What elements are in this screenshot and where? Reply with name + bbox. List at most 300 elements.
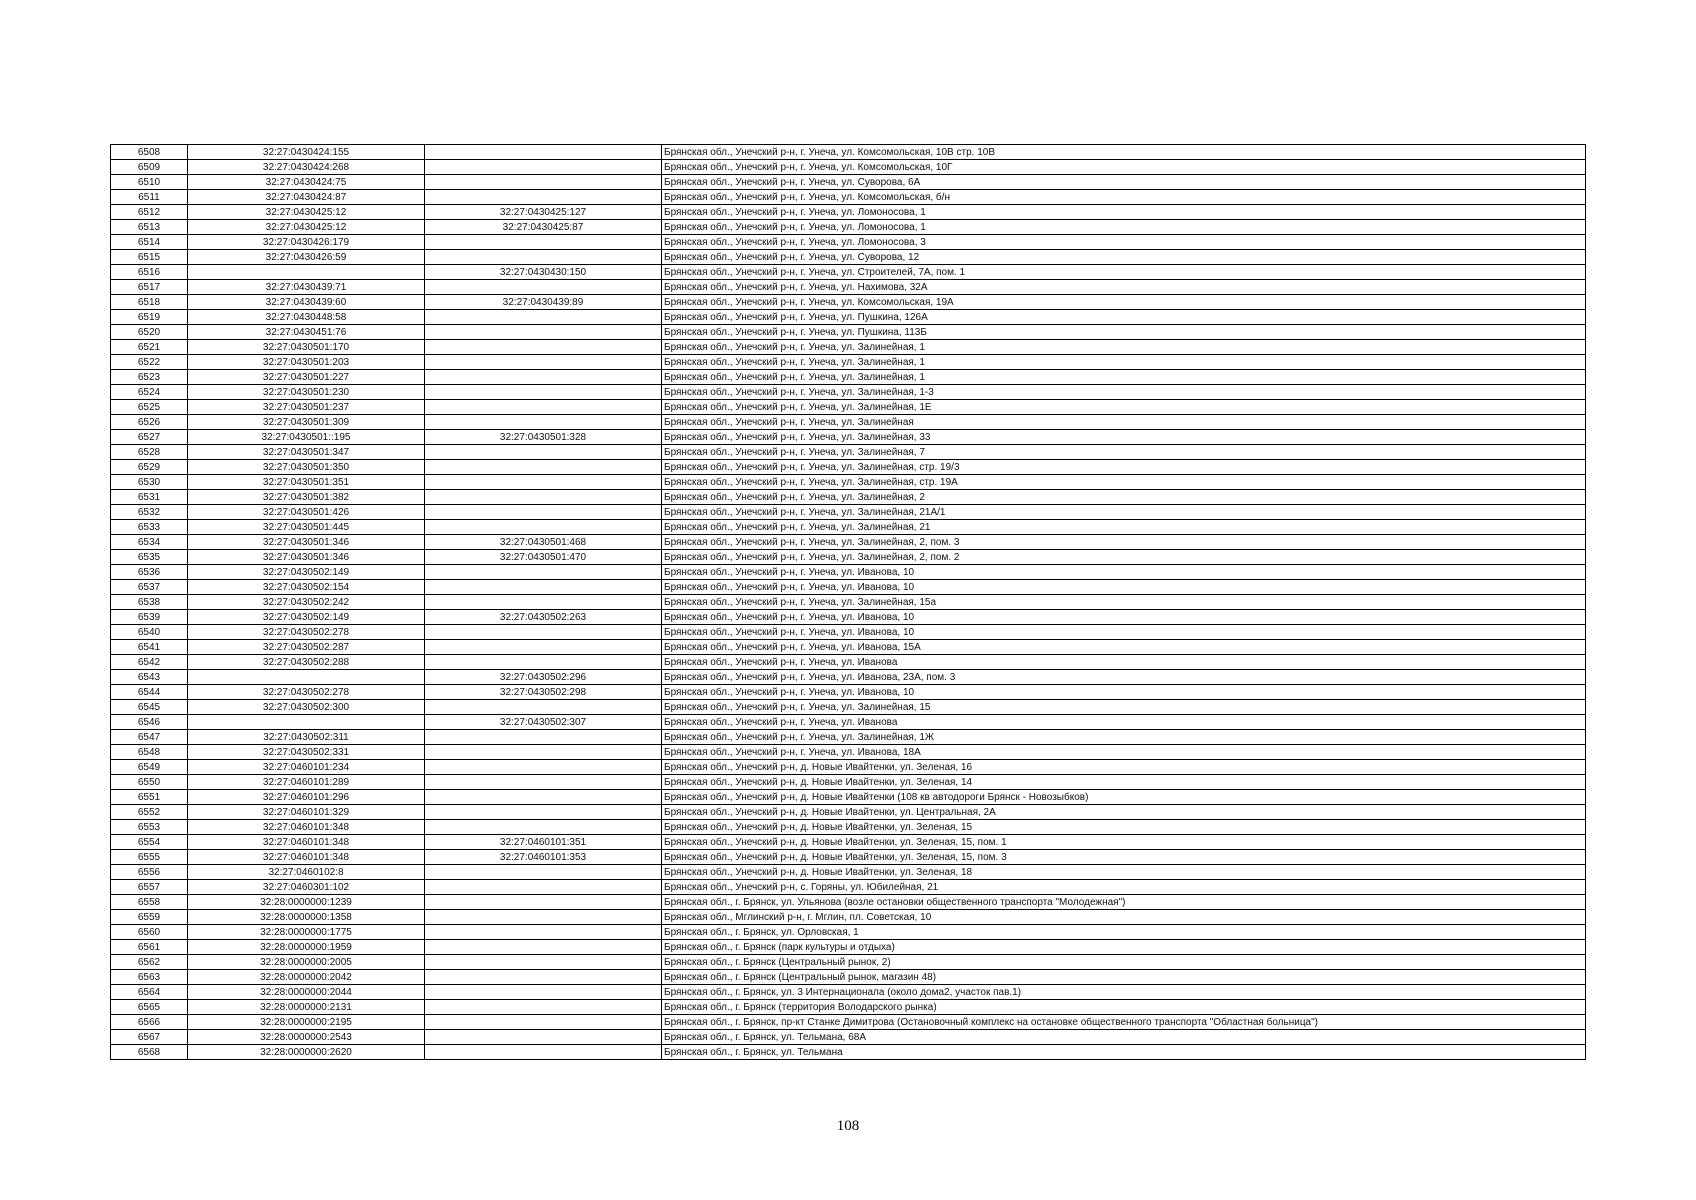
table-row	[111, 505, 1586, 520]
table-row	[111, 820, 1586, 835]
table-row	[111, 175, 1586, 190]
row-number-cell: 6542	[111, 655, 188, 670]
address-cell: Брянская обл., г. Брянск (Центральный рынок, 2)	[662, 955, 1586, 970]
table-row	[111, 595, 1586, 610]
secondary-cadastral-number-cell	[425, 1015, 662, 1030]
secondary-cadastral-number-cell	[425, 445, 662, 460]
cadastral-number-cell: 32:27:0430501:445	[188, 520, 425, 535]
cadastral-number-cell: 32:27:0430501:346	[188, 550, 425, 565]
secondary-cadastral-number-cell	[425, 865, 662, 880]
row-number-cell: 6526	[111, 415, 188, 430]
address-cell: Брянская обл., г. Брянск (территория Володарского рынка)	[662, 1000, 1586, 1015]
address-cell: Брянская обл., Унечский р-н, г. Унеча, ул. Залинейная, 2, пом. 2	[662, 550, 1586, 565]
secondary-cadastral-number-cell	[425, 280, 662, 295]
address-cell: Брянская обл., г. Брянск, пр-кт Станке Димитрова (Остановочный комплекс на остановке общественного транспорта "Областная больница")	[662, 1015, 1586, 1030]
cadastral-number-cell: 32:27:0430448:58	[188, 310, 425, 325]
table-row	[111, 1015, 1586, 1030]
address-cell: Брянская обл., Унечский р-н, г. Унеча, ул. Иванова	[662, 655, 1586, 670]
row-number-cell: 6509	[111, 160, 188, 175]
row-number-cell: 6520	[111, 325, 188, 340]
row-number-cell: 6533	[111, 520, 188, 535]
cadastral-number-cell: 32:27:0430439:60	[188, 295, 425, 310]
address-cell: Брянская обл., Унечский р-н, г. Унеча, ул. Иванова, 10	[662, 610, 1586, 625]
address-cell: Брянская обл., Мглинский р-н, г. Мглин, пл. Советская, 10	[662, 910, 1586, 925]
row-number-cell: 6568	[111, 1045, 188, 1060]
address-cell: Брянская обл., Унечский р-н, г. Унеча, ул. Нахимова, 32А	[662, 280, 1586, 295]
row-number-cell: 6544	[111, 685, 188, 700]
address-cell: Брянская обл., Унечский р-н, г. Унеча, ул. Залинейная, 21	[662, 520, 1586, 535]
address-cell: Брянская обл., Унечский р-н, г. Унеча, ул. Залинейная, стр. 19/3	[662, 460, 1586, 475]
secondary-cadastral-number-cell	[425, 235, 662, 250]
secondary-cadastral-number-cell	[425, 985, 662, 1000]
row-number-cell: 6522	[111, 355, 188, 370]
row-number-cell: 6562	[111, 955, 188, 970]
cadastral-number-cell: 32:27:0430502:278	[188, 625, 425, 640]
secondary-cadastral-number-cell: 32:27:0460101:351	[425, 835, 662, 850]
address-cell: Брянская обл., г. Брянск, ул. Тельмана	[662, 1045, 1586, 1060]
cadastral-number-cell: 32:28:0000000:2620	[188, 1045, 425, 1060]
address-cell: Брянская обл., Унечский р-н, с. Горяны, ул. Юбилейная, 21	[662, 880, 1586, 895]
address-cell: Брянская обл., Унечский р-н, г. Унеча, ул. Залинейная, 15	[662, 700, 1586, 715]
address-cell: Брянская обл., Унечский р-н, г. Унеча, ул. Комсомольская, б/н	[662, 190, 1586, 205]
cadastral-number-cell: 32:28:0000000:2005	[188, 955, 425, 970]
address-cell: Брянская обл., Унечский р-н, д. Новые Ивайтенки, ул. Зеленая, 16	[662, 760, 1586, 775]
cadastral-number-cell: 32:27:0460102:8	[188, 865, 425, 880]
secondary-cadastral-number-cell	[425, 625, 662, 640]
secondary-cadastral-number-cell	[425, 925, 662, 940]
cadastral-number-cell: 32:27:0430424:268	[188, 160, 425, 175]
table-row	[111, 670, 1586, 685]
row-number-cell: 6528	[111, 445, 188, 460]
address-cell: Брянская обл., г. Брянск, ул. Орловская, 1	[662, 925, 1586, 940]
secondary-cadastral-number-cell: 32:27:0430501:328	[425, 430, 662, 445]
row-number-cell: 6525	[111, 400, 188, 415]
table-row	[111, 850, 1586, 865]
cadastral-number-cell: 32:27:0460101:329	[188, 805, 425, 820]
cadastral-number-cell: 32:27:0460301:102	[188, 880, 425, 895]
secondary-cadastral-number-cell	[425, 250, 662, 265]
cadastral-number-cell: 32:27:0430501::195	[188, 430, 425, 445]
cadastral-number-cell: 32:27:0460101:289	[188, 775, 425, 790]
address-cell: Брянская обл., г. Брянск (парк культуры и отдыха)	[662, 940, 1586, 955]
secondary-cadastral-number-cell: 32:27:0430439:89	[425, 295, 662, 310]
cadastral-number-cell	[188, 715, 425, 730]
secondary-cadastral-number-cell	[425, 175, 662, 190]
table-row	[111, 430, 1586, 445]
cadastral-number-cell: 32:27:0430501:382	[188, 490, 425, 505]
secondary-cadastral-number-cell	[425, 415, 662, 430]
table-row	[111, 865, 1586, 880]
cadastral-number-cell: 32:28:0000000:1959	[188, 940, 425, 955]
table-row	[111, 550, 1586, 565]
secondary-cadastral-number-cell: 32:27:0460101:353	[425, 850, 662, 865]
address-cell: Брянская обл., Унечский р-н, г. Унеча, ул. Залинейная, 1	[662, 355, 1586, 370]
table-row	[111, 250, 1586, 265]
address-cell: Брянская обл., Унечский р-н, г. Унеча, ул. Суворова, 6А	[662, 175, 1586, 190]
secondary-cadastral-number-cell	[425, 385, 662, 400]
row-number-cell: 6560	[111, 925, 188, 940]
cadastral-number-cell: 32:27:0430502:287	[188, 640, 425, 655]
cadastral-number-cell	[188, 670, 425, 685]
page-number: 108	[836, 1118, 860, 1134]
row-number-cell: 6536	[111, 565, 188, 580]
row-number-cell: 6559	[111, 910, 188, 925]
address-cell: Брянская обл., Унечский р-н, г. Унеча, ул. Залинейная, 1-3	[662, 385, 1586, 400]
secondary-cadastral-number-cell: 32:27:0430502:307	[425, 715, 662, 730]
table-row	[111, 190, 1586, 205]
address-cell: Брянская обл., г. Брянск (Центральный рынок, магазин 48)	[662, 970, 1586, 985]
secondary-cadastral-number-cell	[425, 190, 662, 205]
table-row	[111, 655, 1586, 670]
cadastral-number-cell: 32:27:0430425:12	[188, 205, 425, 220]
cadastral-number-cell	[188, 265, 425, 280]
row-number-cell: 6521	[111, 340, 188, 355]
row-number-cell: 6541	[111, 640, 188, 655]
address-cell: Брянская обл., Унечский р-н, г. Унеча, ул. Залинейная, 15а	[662, 595, 1586, 610]
row-number-cell: 6554	[111, 835, 188, 850]
secondary-cadastral-number-cell	[425, 655, 662, 670]
cadastral-number-cell: 32:28:0000000:2195	[188, 1015, 425, 1030]
address-cell: Брянская обл., Унечский р-н, г. Унеча, ул. Пушкина, 126А	[662, 310, 1586, 325]
secondary-cadastral-number-cell	[425, 310, 662, 325]
table-row	[111, 415, 1586, 430]
table-row	[111, 790, 1586, 805]
row-number-cell: 6523	[111, 370, 188, 385]
secondary-cadastral-number-cell: 32:27:0430425:87	[425, 220, 662, 235]
table-row	[111, 325, 1586, 340]
table-row	[111, 580, 1586, 595]
cadastral-number-cell: 32:28:0000000:2042	[188, 970, 425, 985]
address-cell: Брянская обл., Унечский р-н, д. Новые Ивайтенки, ул. Зеленая, 18	[662, 865, 1586, 880]
table-row	[111, 880, 1586, 895]
address-cell: Брянская обл., Унечский р-н, г. Унеча, ул. Иванова, 15А	[662, 640, 1586, 655]
table-row	[111, 400, 1586, 415]
secondary-cadastral-number-cell: 32:27:0430425:127	[425, 205, 662, 220]
secondary-cadastral-number-cell	[425, 520, 662, 535]
row-number-cell: 6547	[111, 730, 188, 745]
address-cell: Брянская обл., Унечский р-н, д. Новые Ивайтенки, ул. Зеленая, 15, пом. 1	[662, 835, 1586, 850]
row-number-cell: 6513	[111, 220, 188, 235]
cadastral-number-cell: 32:27:0460101:296	[188, 790, 425, 805]
secondary-cadastral-number-cell	[425, 820, 662, 835]
table-row	[111, 445, 1586, 460]
cadastral-number-cell: 32:27:0430501:237	[188, 400, 425, 415]
row-number-cell: 6511	[111, 190, 188, 205]
row-number-cell: 6508	[111, 145, 188, 160]
row-number-cell: 6543	[111, 670, 188, 685]
cadastral-number-cell: 32:27:0430501:347	[188, 445, 425, 460]
cadastral-number-cell: 32:28:0000000:2543	[188, 1030, 425, 1045]
secondary-cadastral-number-cell	[425, 760, 662, 775]
cadastral-number-cell: 32:27:0460101:348	[188, 835, 425, 850]
cadastral-number-cell: 32:27:0430501:230	[188, 385, 425, 400]
cadastral-number-cell: 32:28:0000000:1358	[188, 910, 425, 925]
row-number-cell: 6546	[111, 715, 188, 730]
secondary-cadastral-number-cell: 32:27:0430502:263	[425, 610, 662, 625]
secondary-cadastral-number-cell	[425, 145, 662, 160]
registry-table	[110, 144, 1586, 1060]
table-row	[111, 1030, 1586, 1045]
cadastral-number-cell: 32:27:0430501:350	[188, 460, 425, 475]
row-number-cell: 6529	[111, 460, 188, 475]
address-cell: Брянская обл., Унечский р-н, д. Новые Ивайтенки, ул. Центральная, 2А	[662, 805, 1586, 820]
secondary-cadastral-number-cell	[425, 790, 662, 805]
cadastral-number-cell: 32:27:0430501:203	[188, 355, 425, 370]
row-number-cell: 6553	[111, 820, 188, 835]
secondary-cadastral-number-cell	[425, 160, 662, 175]
secondary-cadastral-number-cell: 32:27:0430501:470	[425, 550, 662, 565]
row-number-cell: 6567	[111, 1030, 188, 1045]
address-cell: Брянская обл., Унечский р-н, г. Унеча, ул. Залинейная, 33	[662, 430, 1586, 445]
row-number-cell: 6548	[111, 745, 188, 760]
secondary-cadastral-number-cell	[425, 580, 662, 595]
row-number-cell: 6515	[111, 250, 188, 265]
address-cell: Брянская обл., Унечский р-н, г. Унеча, ул. Комсомольская, 19А	[662, 295, 1586, 310]
table-row	[111, 370, 1586, 385]
row-number-cell: 6537	[111, 580, 188, 595]
row-number-cell: 6510	[111, 175, 188, 190]
table-row	[111, 205, 1586, 220]
address-cell: Брянская обл., Унечский р-н, д. Новые Ивайтенки, ул. Зеленая, 15, пом. 3	[662, 850, 1586, 865]
cadastral-number-cell: 32:27:0430426:59	[188, 250, 425, 265]
address-cell: Брянская обл., Унечский р-н, г. Унеча, ул. Залинейная, 1	[662, 340, 1586, 355]
address-cell: Брянская обл., Унечский р-н, г. Унеча, ул. Иванова, 18А	[662, 745, 1586, 760]
secondary-cadastral-number-cell	[425, 565, 662, 580]
address-cell: Брянская обл., г. Брянск, ул. 3 Интернационала (около дома2, участок пав.1)	[662, 985, 1586, 1000]
row-number-cell: 6563	[111, 970, 188, 985]
secondary-cadastral-number-cell	[425, 745, 662, 760]
secondary-cadastral-number-cell: 32:27:0430502:296	[425, 670, 662, 685]
registry-table-body	[111, 145, 1586, 1060]
table-row	[111, 685, 1586, 700]
table-row	[111, 970, 1586, 985]
table-row	[111, 460, 1586, 475]
row-number-cell: 6545	[111, 700, 188, 715]
row-number-cell: 6549	[111, 760, 188, 775]
cadastral-number-cell: 32:28:0000000:2131	[188, 1000, 425, 1015]
cadastral-number-cell: 32:27:0430502:149	[188, 565, 425, 580]
table-row	[111, 1000, 1586, 1015]
address-cell: Брянская обл., Унечский р-н, г. Унеча, ул. Залинейная, 1	[662, 370, 1586, 385]
secondary-cadastral-number-cell	[425, 460, 662, 475]
secondary-cadastral-number-cell: 32:27:0430502:298	[425, 685, 662, 700]
row-number-cell: 6518	[111, 295, 188, 310]
table-row	[111, 895, 1586, 910]
cadastral-number-cell: 32:27:0430502:149	[188, 610, 425, 625]
cadastral-number-cell: 32:27:0430501:351	[188, 475, 425, 490]
row-number-cell: 6558	[111, 895, 188, 910]
secondary-cadastral-number-cell	[425, 775, 662, 790]
table-row	[111, 475, 1586, 490]
secondary-cadastral-number-cell	[425, 880, 662, 895]
row-number-cell: 6555	[111, 850, 188, 865]
row-number-cell: 6527	[111, 430, 188, 445]
secondary-cadastral-number-cell	[425, 940, 662, 955]
secondary-cadastral-number-cell	[425, 955, 662, 970]
address-cell: Брянская обл., г. Брянск, ул. Ульянова (возле остановки общественного транспорта "Молодежная")	[662, 895, 1586, 910]
secondary-cadastral-number-cell	[425, 595, 662, 610]
row-number-cell: 6524	[111, 385, 188, 400]
table-row	[111, 910, 1586, 925]
table-row	[111, 340, 1586, 355]
table-row	[111, 985, 1586, 1000]
secondary-cadastral-number-cell	[425, 640, 662, 655]
address-cell: Брянская обл., Унечский р-н, г. Унеча, ул. Ломоносова, 1	[662, 220, 1586, 235]
row-number-cell: 6531	[111, 490, 188, 505]
secondary-cadastral-number-cell	[425, 970, 662, 985]
address-cell: Брянская обл., Унечский р-н, г. Унеча, ул. Залинейная, 7	[662, 445, 1586, 460]
table-row	[111, 145, 1586, 160]
table-row	[111, 775, 1586, 790]
secondary-cadastral-number-cell	[425, 1000, 662, 1015]
table-row	[111, 835, 1586, 850]
address-cell: Брянская обл., Унечский р-н, г. Унеча, ул. Иванова, 10	[662, 565, 1586, 580]
cadastral-number-cell: 32:27:0430426:179	[188, 235, 425, 250]
address-cell: Брянская обл., Унечский р-н, г. Унеча, ул. Залинейная, 21А/1	[662, 505, 1586, 520]
secondary-cadastral-number-cell	[425, 1045, 662, 1060]
cadastral-number-cell: 32:27:0430425:12	[188, 220, 425, 235]
row-number-cell: 6552	[111, 805, 188, 820]
secondary-cadastral-number-cell	[425, 355, 662, 370]
table-row	[111, 700, 1586, 715]
table-row	[111, 295, 1586, 310]
row-number-cell: 6557	[111, 880, 188, 895]
cadastral-number-cell: 32:27:0430424:75	[188, 175, 425, 190]
table-row	[111, 280, 1586, 295]
table-row	[111, 355, 1586, 370]
address-cell: Брянская обл., Унечский р-н, д. Новые Ивайтенки (108 кв автодороги Брянск - Новозыбков)	[662, 790, 1586, 805]
address-cell: Брянская обл., г. Брянск, ул. Тельмана, 68А	[662, 1030, 1586, 1045]
row-number-cell: 6534	[111, 535, 188, 550]
row-number-cell: 6566	[111, 1015, 188, 1030]
table-row	[111, 805, 1586, 820]
row-number-cell: 6551	[111, 790, 188, 805]
cadastral-number-cell: 32:27:0430424:155	[188, 145, 425, 160]
address-cell: Брянская обл., Унечский р-н, г. Унеча, ул. Залинейная	[662, 415, 1586, 430]
row-number-cell: 6535	[111, 550, 188, 565]
cadastral-number-cell: 32:27:0430451:76	[188, 325, 425, 340]
row-number-cell: 6519	[111, 310, 188, 325]
address-cell: Брянская обл., Унечский р-н, г. Унеча, ул. Иванова, 10	[662, 580, 1586, 595]
table-row	[111, 520, 1586, 535]
address-cell: Брянская обл., Унечский р-н, г. Унеча, ул. Залинейная, 1Ж	[662, 730, 1586, 745]
row-number-cell: 6516	[111, 265, 188, 280]
secondary-cadastral-number-cell: 32:27:0430501:468	[425, 535, 662, 550]
address-cell: Брянская обл., Унечский р-н, г. Унеча, ул. Иванова, 10	[662, 685, 1586, 700]
secondary-cadastral-number-cell	[425, 505, 662, 520]
secondary-cadastral-number-cell	[425, 730, 662, 745]
cadastral-number-cell: 32:27:0430501:346	[188, 535, 425, 550]
table-row	[111, 925, 1586, 940]
address-cell: Брянская обл., Унечский р-н, г. Унеча, ул. Пушкина, 113Б	[662, 325, 1586, 340]
secondary-cadastral-number-cell	[425, 325, 662, 340]
cadastral-number-cell: 32:27:0430501:227	[188, 370, 425, 385]
row-number-cell: 6514	[111, 235, 188, 250]
row-number-cell: 6556	[111, 865, 188, 880]
secondary-cadastral-number-cell	[425, 805, 662, 820]
cadastral-number-cell: 32:27:0430502:331	[188, 745, 425, 760]
table-row	[111, 940, 1586, 955]
row-number-cell: 6517	[111, 280, 188, 295]
cadastral-number-cell: 32:27:0460101:348	[188, 820, 425, 835]
row-number-cell: 6538	[111, 595, 188, 610]
table-row	[111, 535, 1586, 550]
secondary-cadastral-number-cell	[425, 370, 662, 385]
row-number-cell: 6565	[111, 1000, 188, 1015]
table-row	[111, 610, 1586, 625]
secondary-cadastral-number-cell	[425, 400, 662, 415]
secondary-cadastral-number-cell	[425, 700, 662, 715]
address-cell: Брянская обл., Унечский р-н, г. Унеча, ул. Комсомольская, 10Г	[662, 160, 1586, 175]
address-cell: Брянская обл., Унечский р-н, г. Унеча, ул. Ломоносова, 1	[662, 205, 1586, 220]
secondary-cadastral-number-cell	[425, 475, 662, 490]
cadastral-number-cell: 32:27:0430502:288	[188, 655, 425, 670]
cadastral-number-cell: 32:27:0430502:300	[188, 700, 425, 715]
cadastral-number-cell: 32:27:0430502:278	[188, 685, 425, 700]
cadastral-number-cell: 32:28:0000000:1775	[188, 925, 425, 940]
secondary-cadastral-number-cell	[425, 895, 662, 910]
address-cell: Брянская обл., Унечский р-н, д. Новые Ивайтенки, ул. Зеленая, 14	[662, 775, 1586, 790]
address-cell: Брянская обл., Унечский р-н, г. Унеча, ул. Иванова, 23А, пом. 3	[662, 670, 1586, 685]
table-row	[111, 640, 1586, 655]
table-row	[111, 625, 1586, 640]
table-row	[111, 160, 1586, 175]
address-cell: Брянская обл., Унечский р-н, г. Унеча, ул. Комсомольская, 10В стр. 10В	[662, 145, 1586, 160]
address-cell: Брянская обл., Унечский р-н, г. Унеча, ул. Залинейная, 2	[662, 490, 1586, 505]
cadastral-number-cell: 32:27:0430502:311	[188, 730, 425, 745]
cadastral-number-cell: 32:27:0430502:154	[188, 580, 425, 595]
row-number-cell: 6564	[111, 985, 188, 1000]
address-cell: Брянская обл., Унечский р-н, д. Новые Ивайтенки, ул. Зеленая, 15	[662, 820, 1586, 835]
address-cell: Брянская обл., Унечский р-н, г. Унеча, ул. Иванова	[662, 715, 1586, 730]
row-number-cell: 6530	[111, 475, 188, 490]
table-row	[111, 745, 1586, 760]
table-row	[111, 955, 1586, 970]
table-row	[111, 1045, 1586, 1060]
table-row	[111, 565, 1586, 580]
secondary-cadastral-number-cell	[425, 1030, 662, 1045]
address-cell: Брянская обл., Унечский р-н, г. Унеча, ул. Строителей, 7А, пом. 1	[662, 265, 1586, 280]
cadastral-number-cell: 32:27:0460101:348	[188, 850, 425, 865]
table-row	[111, 730, 1586, 745]
cadastral-number-cell: 32:27:0430439:71	[188, 280, 425, 295]
table-row	[111, 220, 1586, 235]
address-cell: Брянская обл., Унечский р-н, г. Унеча, ул. Залинейная, 1Е	[662, 400, 1586, 415]
row-number-cell: 6532	[111, 505, 188, 520]
secondary-cadastral-number-cell	[425, 340, 662, 355]
row-number-cell: 6539	[111, 610, 188, 625]
row-number-cell: 6512	[111, 205, 188, 220]
row-number-cell: 6561	[111, 940, 188, 955]
table-row	[111, 235, 1586, 250]
row-number-cell: 6550	[111, 775, 188, 790]
address-cell: Брянская обл., Унечский р-н, г. Унеча, ул. Залинейная, 2, пом. 3	[662, 535, 1586, 550]
cadastral-number-cell: 32:28:0000000:2044	[188, 985, 425, 1000]
table-row	[111, 310, 1586, 325]
address-cell: Брянская обл., Унечский р-н, г. Унеча, ул. Залинейная, стр. 19А	[662, 475, 1586, 490]
table-row	[111, 385, 1586, 400]
table-row	[111, 760, 1586, 775]
cadastral-number-cell: 32:28:0000000:1239	[188, 895, 425, 910]
table-row	[111, 490, 1586, 505]
address-cell: Брянская обл., Унечский р-н, г. Унеча, ул. Иванова, 10	[662, 625, 1586, 640]
table-row	[111, 265, 1586, 280]
row-number-cell: 6540	[111, 625, 188, 640]
table-row	[111, 715, 1586, 730]
secondary-cadastral-number-cell	[425, 910, 662, 925]
secondary-cadastral-number-cell: 32:27:0430430:150	[425, 265, 662, 280]
address-cell: Брянская обл., Унечский р-н, г. Унеча, ул. Ломоносова, 3	[662, 235, 1586, 250]
